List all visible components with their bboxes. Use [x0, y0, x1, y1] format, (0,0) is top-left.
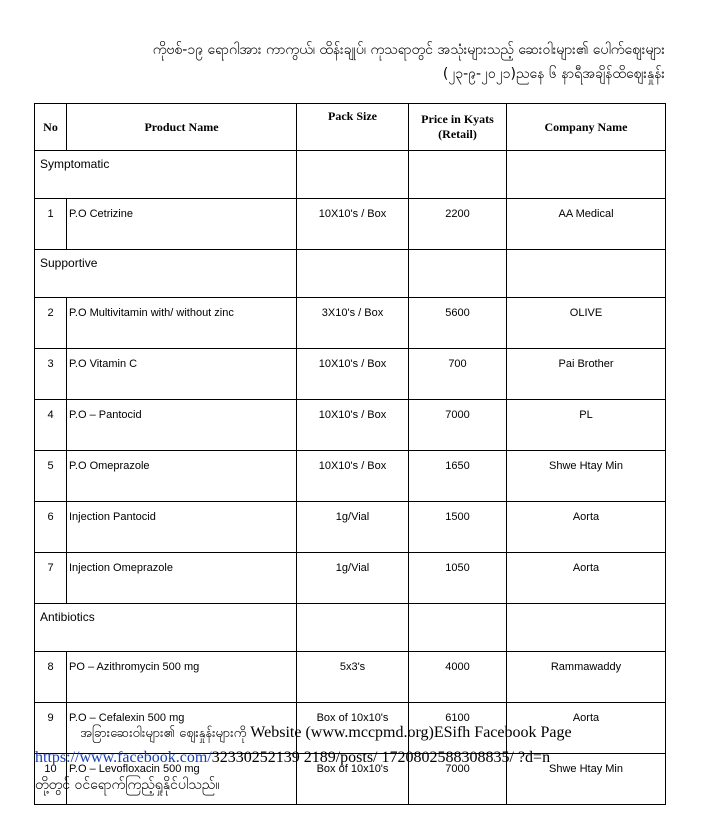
header-company-name: Company Name	[507, 104, 666, 151]
cell-product-name: P.O Vitamin C	[67, 349, 297, 400]
cell-price: 7000	[409, 400, 507, 451]
header-price: Price in Kyats (Retail)	[409, 104, 507, 151]
section-label: Symptomatic	[35, 151, 297, 199]
table-row	[35, 298, 666, 349]
cell-product-name: Injection Pantocid	[67, 502, 297, 553]
cell-pack-size: 5x3's	[297, 652, 409, 703]
cell-no: 10	[35, 754, 67, 805]
cell-price: 5600	[409, 298, 507, 349]
cell-no: 2	[35, 298, 67, 349]
cell-company: Shwe Htay Min	[507, 451, 666, 502]
cell-product-name: P.O – Cefalexin 500 mg	[67, 703, 297, 754]
cell-company: Aorta	[507, 553, 666, 604]
footer-line3: တို့တွင် ဝင်ရောက်ကြည့်ရှုနိုင်ပါသည်။	[35, 777, 220, 793]
empty-cell	[507, 604, 666, 652]
cell-no: 7	[35, 553, 67, 604]
cell-price: 700	[409, 349, 507, 400]
cell-no: 8	[35, 652, 67, 703]
facebook-link[interactable]: https://www.facebook.com/	[35, 749, 212, 766]
cell-price: 1500	[409, 502, 507, 553]
section-label: Supportive	[35, 250, 297, 298]
cell-company: Aorta	[507, 703, 666, 754]
cell-product-name: P.O – Pantocid	[67, 400, 297, 451]
cell-price: 7000	[409, 754, 507, 805]
cell-no: 4	[35, 400, 67, 451]
table-row	[35, 451, 666, 502]
section-row	[35, 250, 666, 298]
cell-product-name: P.O Omeprazole	[67, 451, 297, 502]
cell-no: 6	[35, 502, 67, 553]
table-row	[35, 502, 666, 553]
cell-no: 5	[35, 451, 67, 502]
table-row	[35, 400, 666, 451]
empty-cell	[507, 151, 666, 199]
header-no: No	[35, 104, 67, 151]
cell-company: Rammawaddy	[507, 652, 666, 703]
cell-price: 6100	[409, 703, 507, 754]
cell-price: 1650	[409, 451, 507, 502]
header-product-name: Product Name	[67, 104, 297, 151]
cell-pack-size: 10X10's / Box	[297, 400, 409, 451]
cell-product-name: PO – Azithromycin 500 mg	[67, 652, 297, 703]
cell-company: AA Medical	[507, 199, 666, 250]
table-header-row	[35, 104, 666, 151]
table-row	[35, 349, 666, 400]
empty-cell	[297, 604, 409, 652]
cell-company: PL	[507, 400, 666, 451]
document-title-line2: (၂၃-၉-၂၀၂၁)ညနေ ၆ နာရီအချိန်ထိဈေးနှုန်း	[442, 66, 665, 82]
empty-cell	[507, 250, 666, 298]
document-title-line1: ကိုဗစ်-၁၉ ရောဂါအား ကာကွယ်၊ ထိန်းချုပ်၊ ကုသရာတွင် အသုံးများသည့် ဆေးဝါးများ၏ ပေါက်ဈေးများ	[152, 42, 665, 58]
empty-cell	[297, 151, 409, 199]
empty-cell	[409, 151, 507, 199]
cell-product-name: P.O Multivitamin with/ without zinc	[67, 298, 297, 349]
cell-no: 3	[35, 349, 67, 400]
footer-website-text: Website (www.mccpmd.org)ESifh Facebook Page	[246, 724, 572, 741]
section-row	[35, 151, 666, 199]
table-row	[35, 553, 666, 604]
cell-company: Aorta	[507, 502, 666, 553]
cell-company: Shwe Htay Min	[507, 754, 666, 805]
table-row	[35, 199, 666, 250]
empty-cell	[297, 250, 409, 298]
section-row	[35, 604, 666, 652]
cell-pack-size: Box of 10x10's	[297, 754, 409, 805]
table-row	[35, 652, 666, 703]
cell-no: 9	[35, 703, 67, 754]
empty-cell	[409, 604, 507, 652]
cell-pack-size: 3X10's / Box	[297, 298, 409, 349]
cell-pack-size: 10X10's / Box	[297, 199, 409, 250]
cell-price: 4000	[409, 652, 507, 703]
cell-pack-size: 1g/Vial	[297, 502, 409, 553]
cell-product-name: P.O Cetrizine	[67, 199, 297, 250]
footer-link-path: 32330252139 2189/posts/ 1720802588308835/ ?d=n	[211, 749, 551, 766]
footer-line2	[35, 749, 550, 767]
cell-company: Pai Brother	[507, 349, 666, 400]
cell-price: 2200	[409, 199, 507, 250]
footer-prefix: အခြားဆေးဝါးများ၏ ဈေးနှုန်းများကို	[80, 726, 247, 741]
cell-pack-size: 10X10's / Box	[297, 349, 409, 400]
cell-company: OLIVE	[507, 298, 666, 349]
footer-line1	[80, 724, 572, 744]
cell-no: 1	[35, 199, 67, 250]
header-pack-size: Pack Size	[297, 104, 409, 151]
cell-pack-size: 1g/Vial	[297, 553, 409, 604]
cell-pack-size: Box of 10x10's	[297, 703, 409, 754]
cell-pack-size: 10X10's / Box	[297, 451, 409, 502]
cell-product-name: Injection Omeprazole	[67, 553, 297, 604]
cell-product-name: P.O – Levofloxacin 500 mg	[67, 754, 297, 805]
cell-price: 1050	[409, 553, 507, 604]
empty-cell	[409, 250, 507, 298]
price-table	[34, 103, 666, 805]
section-label: Antibiotics	[35, 604, 297, 652]
